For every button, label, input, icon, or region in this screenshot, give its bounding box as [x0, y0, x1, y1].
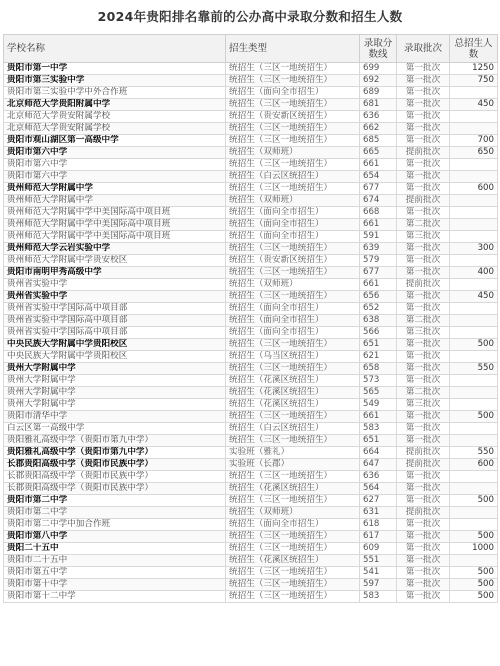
score-cell: 638 [360, 315, 397, 327]
school-cell: 贵阳市第六中学 [4, 171, 226, 183]
table-row [4, 171, 498, 183]
count-cell: 700 [450, 135, 498, 147]
score-cell: 664 [360, 447, 397, 459]
type-cell: 统招生（三区一地统招生） [226, 579, 360, 591]
batch-cell: 第一批次 [397, 75, 450, 87]
school-cell: 贵阳市第十二中学 [4, 591, 226, 603]
table-row [4, 267, 498, 279]
school-cell: 贵州师范大学附属中学 [4, 183, 226, 195]
school-cell: 贵阳市清华中学 [4, 411, 226, 423]
table-row [4, 423, 498, 435]
count-cell: 1000 [450, 543, 498, 555]
type-cell: 统招生（三区一地统招生） [226, 543, 360, 555]
batch-cell: 第一批次 [397, 471, 450, 483]
school-cell: 贵阳市二十五中 [4, 555, 226, 567]
count-cell [450, 219, 498, 231]
type-cell: 实验班（长郡） [226, 459, 360, 471]
batch-cell: 第一批次 [397, 567, 450, 579]
school-cell: 贵阳市第十中学 [4, 579, 226, 591]
type-cell: 统招生（三区一地统招生） [226, 591, 360, 603]
type-cell: 统招生（三区一地统招生） [226, 63, 360, 75]
table-row [4, 483, 498, 495]
table-row [4, 339, 498, 351]
table-body [4, 63, 498, 603]
score-cell: 627 [360, 495, 397, 507]
score-cell: 656 [360, 291, 397, 303]
table-row [4, 159, 498, 171]
batch-cell: 第一批次 [397, 483, 450, 495]
page-title: 2024年贵阳排名靠前的公办高中录取分数和招生人数 [97, 9, 403, 24]
table-row [4, 327, 498, 339]
school-cell: 贵州省实验中学国际高中项目部 [4, 303, 226, 315]
score-cell: 583 [360, 591, 397, 603]
school-cell: 贵州师范大学附属中学中美国际高中项目班 [4, 219, 226, 231]
admission-table [3, 34, 498, 603]
type-cell: 统招生（面向全市招生） [226, 303, 360, 315]
batch-cell: 第一批次 [397, 183, 450, 195]
school-cell: 贵阳市南明甲秀高级中学 [4, 267, 226, 279]
type-cell: 统招生（白云区统招生） [226, 423, 360, 435]
table-row [4, 255, 498, 267]
count-cell [450, 327, 498, 339]
batch-cell: 提前批次 [397, 279, 450, 291]
type-cell: 统招生（面向全市招生） [226, 327, 360, 339]
count-cell [450, 231, 498, 243]
school-cell: 贵州省实验中学 [4, 279, 226, 291]
school-cell: 贵州师范大学云岩实验中学 [4, 243, 226, 255]
type-cell: 统招生（三区一地统招生） [226, 123, 360, 135]
count-cell [450, 375, 498, 387]
score-cell: 647 [360, 459, 397, 471]
school-cell: 长郡贵阳高级中学（贵阳市民族中学） [4, 483, 226, 495]
batch-cell: 第一批次 [397, 123, 450, 135]
count-cell [450, 399, 498, 411]
score-cell: 677 [360, 183, 397, 195]
school-cell: 中央民族大学附属中学贵阳校区 [4, 351, 226, 363]
count-cell [450, 483, 498, 495]
batch-cell: 第一批次 [397, 531, 450, 543]
batch-cell: 第一批次 [397, 159, 450, 171]
batch-cell: 第一批次 [397, 375, 450, 387]
batch-cell: 第一批次 [397, 519, 450, 531]
type-cell: 统招生（三区一地统招生） [226, 435, 360, 447]
batch-cell: 提前批次 [397, 147, 450, 159]
count-cell [450, 387, 498, 399]
type-cell: 统招生（贵安新区统招生） [226, 111, 360, 123]
score-cell: 661 [360, 219, 397, 231]
score-cell: 549 [360, 399, 397, 411]
batch-cell: 第一批次 [397, 543, 450, 555]
table-row [4, 375, 498, 387]
table-row [4, 507, 498, 519]
score-cell: 636 [360, 111, 397, 123]
count-cell [450, 87, 498, 99]
school-cell: 贵阳市第六中学 [4, 159, 226, 171]
table-header-row [4, 35, 498, 63]
batch-cell: 第一批次 [397, 135, 450, 147]
table-row [4, 291, 498, 303]
count-cell: 650 [450, 147, 498, 159]
score-cell: 665 [360, 147, 397, 159]
type-cell: 统招生（双师班） [226, 507, 360, 519]
school-cell: 北京师范大学贵阳附属中学 [4, 99, 226, 111]
school-cell: 贵州师范大学附属中学中美国际高中项目班 [4, 231, 226, 243]
count-cell: 500 [450, 579, 498, 591]
table-row [4, 399, 498, 411]
count-cell [450, 315, 498, 327]
score-cell: 636 [360, 471, 397, 483]
table-row [4, 243, 498, 255]
score-cell: 617 [360, 531, 397, 543]
table-row [4, 363, 498, 375]
table-row [4, 111, 498, 123]
batch-cell: 第一批次 [397, 63, 450, 75]
type-cell: 统招生（双师班） [226, 195, 360, 207]
type-cell: 统招生（花溪区统招生） [226, 555, 360, 567]
header-school: 学校名称 [4, 35, 226, 63]
school-cell: 贵州省实验中学国际高中项目部 [4, 315, 226, 327]
batch-cell: 提前批次 [397, 507, 450, 519]
school-cell: 贵州师范大学附属中学贵安校区 [4, 255, 226, 267]
school-cell: 长郡贵阳高级中学（贵阳市民族中学） [4, 459, 226, 471]
type-cell: 统招生（三区一地统招生） [226, 183, 360, 195]
table-row [4, 471, 498, 483]
school-cell: 贵阳二十五中 [4, 543, 226, 555]
school-cell: 长郡贵阳高级中学（贵阳市民族中学） [4, 471, 226, 483]
type-cell: 统招生（面向全市招生） [226, 519, 360, 531]
table-row [4, 87, 498, 99]
type-cell: 统招生（花溪区统招生） [226, 483, 360, 495]
batch-cell: 第一批次 [397, 363, 450, 375]
count-cell [450, 111, 498, 123]
type-cell: 统招生（三区一地统招生） [226, 567, 360, 579]
score-cell: 566 [360, 327, 397, 339]
table-row [4, 279, 498, 291]
header-batch: 录取批次 [397, 35, 450, 63]
count-cell [450, 207, 498, 219]
score-cell: 674 [360, 195, 397, 207]
table-row [4, 459, 498, 471]
table-row [4, 519, 498, 531]
batch-cell: 第三批次 [397, 231, 450, 243]
count-cell: 500 [450, 495, 498, 507]
score-cell: 658 [360, 363, 397, 375]
table-row [4, 495, 498, 507]
score-cell: 652 [360, 303, 397, 315]
batch-cell: 第一批次 [397, 579, 450, 591]
table-row [4, 387, 498, 399]
table-row [4, 435, 498, 447]
batch-cell: 第二批次 [397, 387, 450, 399]
school-cell: 北京师范大学贵安附属学校 [4, 111, 226, 123]
type-cell: 统招生（面向全市招生） [226, 231, 360, 243]
table-row [4, 147, 498, 159]
batch-cell: 第一批次 [397, 591, 450, 603]
score-cell: 551 [360, 555, 397, 567]
count-cell [450, 255, 498, 267]
batch-cell: 提前批次 [397, 459, 450, 471]
count-cell: 750 [450, 75, 498, 87]
type-cell: 统招生（面向全市招生） [226, 87, 360, 99]
school-cell: 中央民族大学附属中学贵阳校区 [4, 339, 226, 351]
school-cell: 贵阳市第三实验中学 [4, 75, 226, 87]
count-cell [450, 195, 498, 207]
table-row [4, 303, 498, 315]
batch-cell: 第一批次 [397, 243, 450, 255]
score-cell: 583 [360, 423, 397, 435]
type-cell: 统招生（双师班） [226, 279, 360, 291]
school-cell: 贵阳市第五中学 [4, 567, 226, 579]
score-cell: 681 [360, 99, 397, 111]
score-cell: 591 [360, 231, 397, 243]
batch-cell: 提前批次 [397, 447, 450, 459]
count-cell [450, 159, 498, 171]
school-cell: 贵州大学附属中学 [4, 363, 226, 375]
table-row [4, 63, 498, 75]
score-cell: 579 [360, 255, 397, 267]
score-cell: 573 [360, 375, 397, 387]
table-row [4, 567, 498, 579]
type-cell: 统招生（乌当区统招生） [226, 351, 360, 363]
count-cell: 500 [450, 411, 498, 423]
table-row [4, 207, 498, 219]
school-cell: 贵阳市第六中学 [4, 147, 226, 159]
table-row [4, 543, 498, 555]
count-cell: 1250 [450, 63, 498, 75]
header-count: 总招生人数 [450, 35, 498, 63]
count-cell [450, 171, 498, 183]
table-row [4, 183, 498, 195]
table-row [4, 315, 498, 327]
type-cell: 统招生（三区一地统招生） [226, 471, 360, 483]
type-cell: 统招生（三区一地统招生） [226, 339, 360, 351]
type-cell: 统招生（面向全市招生） [226, 315, 360, 327]
school-cell: 贵阳市第八中学 [4, 531, 226, 543]
table-row [4, 123, 498, 135]
count-cell [450, 519, 498, 531]
count-cell: 450 [450, 99, 498, 111]
table-row [4, 219, 498, 231]
table-row [4, 531, 498, 543]
count-cell: 550 [450, 447, 498, 459]
type-cell: 统招生（三区一地统招生） [226, 363, 360, 375]
type-cell: 统招生（面向全市招生） [226, 219, 360, 231]
school-cell: 贵阳雅礼高级中学（贵阳市第九中学） [4, 435, 226, 447]
score-cell: 689 [360, 87, 397, 99]
score-cell: 651 [360, 339, 397, 351]
batch-cell: 第一批次 [397, 351, 450, 363]
score-cell: 631 [360, 507, 397, 519]
count-cell [450, 471, 498, 483]
count-cell [450, 507, 498, 519]
batch-cell: 第一批次 [397, 339, 450, 351]
batch-cell: 第二批次 [397, 315, 450, 327]
count-cell: 600 [450, 183, 498, 195]
table-row [4, 411, 498, 423]
count-cell [450, 303, 498, 315]
type-cell: 统招生（三区一地统招生） [226, 267, 360, 279]
type-cell: 统招生（三区一地统招生） [226, 243, 360, 255]
table-row [4, 135, 498, 147]
count-cell: 550 [450, 363, 498, 375]
batch-cell: 第一批次 [397, 99, 450, 111]
score-cell: 668 [360, 207, 397, 219]
type-cell: 统招生（三区一地统招生） [226, 291, 360, 303]
score-cell: 618 [360, 519, 397, 531]
school-cell: 贵州师范大学附属中学中美国际高中项目班 [4, 207, 226, 219]
school-cell: 北京师范大学贵安附属学校 [4, 123, 226, 135]
count-cell [450, 351, 498, 363]
type-cell: 实验班（雅礼） [226, 447, 360, 459]
school-cell: 贵阳市第三实验中学中外合作班 [4, 87, 226, 99]
batch-cell: 第一批次 [397, 87, 450, 99]
count-cell: 500 [450, 567, 498, 579]
batch-cell: 第一批次 [397, 555, 450, 567]
school-cell: 贵州大学附属中学 [4, 387, 226, 399]
batch-cell: 第一批次 [397, 423, 450, 435]
score-cell: 609 [360, 543, 397, 555]
batch-cell: 第三批次 [397, 327, 450, 339]
batch-cell: 第一批次 [397, 495, 450, 507]
type-cell: 统招生（三区一地统招生） [226, 75, 360, 87]
batch-cell: 第三批次 [397, 399, 450, 411]
count-cell [450, 555, 498, 567]
count-cell [450, 435, 498, 447]
count-cell: 500 [450, 339, 498, 351]
count-cell [450, 279, 498, 291]
table-row [4, 231, 498, 243]
batch-cell: 第一批次 [397, 171, 450, 183]
type-cell: 统招生（三区一地统招生） [226, 99, 360, 111]
school-cell: 贵阳市观山湖区第一高级中学 [4, 135, 226, 147]
type-cell: 统招生（三区一地统招生） [226, 531, 360, 543]
school-cell: 贵州省实验中学国际高中项目部 [4, 327, 226, 339]
batch-cell: 第一批次 [397, 435, 450, 447]
table-row [4, 591, 498, 603]
batch-cell: 提前批次 [397, 195, 450, 207]
count-cell [450, 123, 498, 135]
score-cell: 677 [360, 267, 397, 279]
score-cell: 661 [360, 159, 397, 171]
score-cell: 685 [360, 135, 397, 147]
score-cell: 699 [360, 63, 397, 75]
table-row [4, 555, 498, 567]
score-cell: 661 [360, 411, 397, 423]
school-cell: 贵州省实验中学 [4, 291, 226, 303]
score-cell: 692 [360, 75, 397, 87]
type-cell: 统招生（三区一地统招生） [226, 411, 360, 423]
type-cell: 统招生（双师班） [226, 147, 360, 159]
batch-cell: 第一批次 [397, 207, 450, 219]
batch-cell: 第二批次 [397, 219, 450, 231]
header-score: 录取分数线 [360, 35, 397, 63]
type-cell: 统招生（花溪区统招生） [226, 375, 360, 387]
batch-cell: 第一批次 [397, 111, 450, 123]
table-row [4, 579, 498, 591]
count-cell: 450 [450, 291, 498, 303]
batch-cell: 第一批次 [397, 291, 450, 303]
score-cell: 639 [360, 243, 397, 255]
batch-cell: 第一批次 [397, 255, 450, 267]
type-cell: 统招生（三区一地统招生） [226, 135, 360, 147]
batch-cell: 第一批次 [397, 411, 450, 423]
school-cell: 白云区第一高级中学 [4, 423, 226, 435]
school-cell: 贵州大学附属中学 [4, 375, 226, 387]
batch-cell: 第一批次 [397, 267, 450, 279]
count-cell: 500 [450, 531, 498, 543]
score-cell: 597 [360, 579, 397, 591]
type-cell: 统招生（贵安新区统招生） [226, 255, 360, 267]
score-cell: 565 [360, 387, 397, 399]
school-cell: 贵州师范大学附属中学 [4, 195, 226, 207]
table-row [4, 99, 498, 111]
type-cell: 统招生（花溪区统招生） [226, 399, 360, 411]
school-cell: 贵阳市第二中学中加合作班 [4, 519, 226, 531]
school-cell: 贵州大学附属中学 [4, 399, 226, 411]
score-cell: 541 [360, 567, 397, 579]
school-cell: 贵阳市第二中学 [4, 495, 226, 507]
school-cell: 贵阳市第一中学 [4, 63, 226, 75]
type-cell: 统招生（白云区统招生） [226, 171, 360, 183]
school-cell: 贵阳雅礼高级中学（贵阳市第九中学） [4, 447, 226, 459]
count-cell: 500 [450, 591, 498, 603]
score-cell: 621 [360, 351, 397, 363]
count-cell: 600 [450, 459, 498, 471]
score-cell: 661 [360, 279, 397, 291]
score-cell: 564 [360, 483, 397, 495]
table-row [4, 447, 498, 459]
score-cell: 662 [360, 123, 397, 135]
count-cell [450, 423, 498, 435]
table-row [4, 351, 498, 363]
batch-cell: 第一批次 [397, 303, 450, 315]
header-type: 招生类型 [226, 35, 360, 63]
table-row [4, 75, 498, 87]
count-cell: 300 [450, 243, 498, 255]
score-cell: 651 [360, 435, 397, 447]
type-cell: 统招生（面向全市招生） [226, 207, 360, 219]
type-cell: 统招生（三区一地统招生） [226, 159, 360, 171]
type-cell: 统招生（花溪区统招生） [226, 387, 360, 399]
school-cell: 贵阳市第二中学 [4, 507, 226, 519]
count-cell: 400 [450, 267, 498, 279]
table-row [4, 195, 498, 207]
score-cell: 654 [360, 171, 397, 183]
type-cell: 统招生（三区一地统招生） [226, 495, 360, 507]
